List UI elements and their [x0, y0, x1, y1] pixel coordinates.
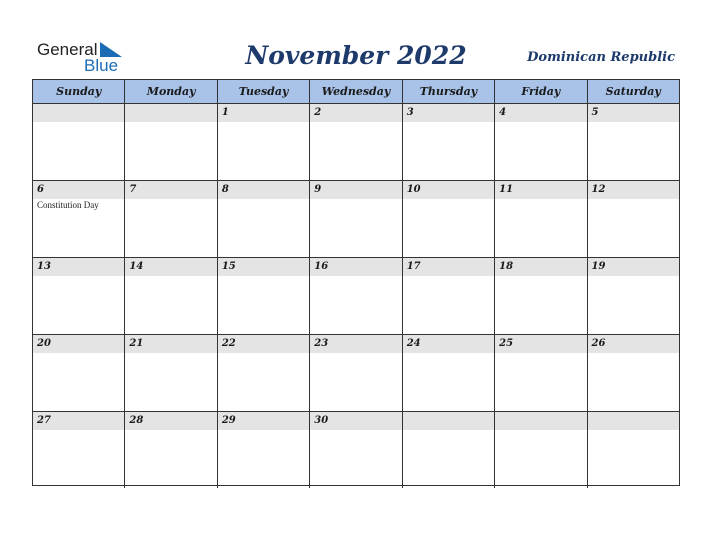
day-number: 19	[591, 261, 606, 272]
logo-text-blue: Blue	[84, 56, 119, 75]
day-number: 29	[221, 415, 236, 426]
weekday-wednesday: Wednesday	[310, 80, 402, 103]
day-cell	[218, 412, 310, 488]
date-band	[33, 181, 124, 199]
date-band	[125, 104, 216, 122]
day-number: 30	[314, 415, 329, 426]
calendar-week-row	[33, 104, 679, 181]
day-cell	[125, 181, 217, 257]
date-band	[588, 412, 679, 430]
day-number: 2	[314, 107, 322, 118]
weekday-tuesday: Tuesday	[218, 80, 310, 103]
page-title: November 2022	[245, 41, 467, 70]
day-number: 1	[221, 107, 229, 118]
day-number: 15	[221, 261, 236, 272]
day-number: 25	[499, 338, 514, 349]
day-cell	[588, 258, 679, 334]
day-number: 14	[129, 261, 144, 272]
day-number: 12	[591, 184, 606, 195]
day-number: 11	[499, 184, 514, 195]
weekday-sunday: Sunday	[33, 80, 125, 103]
day-cell	[403, 104, 495, 180]
day-cell	[310, 104, 402, 180]
date-band	[125, 181, 216, 199]
day-cell	[588, 104, 679, 180]
date-band	[33, 104, 124, 122]
day-number: 24	[406, 338, 421, 349]
day-number: 5	[591, 107, 599, 118]
day-number: 23	[314, 338, 329, 349]
day-number: 8	[221, 184, 229, 195]
day-number: 3	[406, 107, 414, 118]
day-cell	[403, 181, 495, 257]
blue-flag-icon	[100, 42, 122, 57]
day-number: 7	[129, 184, 137, 195]
date-band	[218, 104, 309, 122]
day-cell	[125, 104, 217, 180]
day-cell	[403, 412, 495, 488]
day-cell	[495, 258, 587, 334]
day-cell	[33, 181, 125, 257]
day-cell	[125, 412, 217, 488]
day-number: 18	[499, 261, 514, 272]
day-cell	[403, 258, 495, 334]
day-cell	[310, 181, 402, 257]
weekday-saturday: Saturday	[605, 85, 661, 98]
day-number: 16	[314, 261, 329, 272]
day-cell	[588, 412, 679, 488]
day-cell	[495, 181, 587, 257]
date-band	[588, 104, 679, 122]
day-cell	[33, 412, 125, 488]
day-number: 13	[37, 261, 51, 272]
logo-text-general: General	[37, 40, 98, 59]
day-cell	[33, 104, 125, 180]
country-name: Dominican Republic	[527, 50, 675, 65]
day-cell	[588, 335, 679, 411]
weekday-monday: Monday	[125, 80, 217, 103]
holiday-label: Constitution Day	[37, 200, 99, 210]
day-number: 26	[591, 338, 606, 349]
calendar-week-row	[33, 181, 679, 258]
weekday-header-row	[33, 80, 679, 104]
date-band	[495, 104, 586, 122]
day-cell	[218, 181, 310, 257]
day-number: 17	[406, 261, 421, 272]
date-band	[495, 412, 586, 430]
day-cell	[218, 335, 310, 411]
calendar-week-row	[33, 335, 679, 412]
date-band	[403, 104, 494, 122]
day-cell	[310, 412, 402, 488]
day-cell	[495, 104, 587, 180]
day-cell	[33, 258, 125, 334]
calendar-weeks	[33, 104, 679, 488]
day-number: 21	[129, 338, 144, 349]
day-number: 22	[221, 338, 236, 349]
day-cell	[218, 258, 310, 334]
day-cell	[403, 335, 495, 411]
weekday-friday: Friday	[495, 80, 587, 103]
date-band	[218, 181, 309, 199]
day-number: 28	[129, 415, 144, 426]
day-cell	[218, 104, 310, 180]
day-number: 27	[37, 415, 51, 426]
day-number: 6	[37, 184, 44, 195]
day-number: 4	[499, 107, 507, 118]
day-cell	[495, 412, 587, 488]
day-cell	[310, 258, 402, 334]
day-cell	[125, 258, 217, 334]
date-band	[310, 104, 401, 122]
day-cell	[125, 335, 217, 411]
day-cell	[33, 335, 125, 411]
month-calendar	[32, 79, 680, 486]
day-number: 9	[314, 184, 322, 195]
calendar-week-row	[33, 258, 679, 335]
day-cell	[495, 335, 587, 411]
date-band	[403, 412, 494, 430]
date-band	[310, 181, 401, 199]
day-number: 10	[406, 184, 421, 195]
day-cell	[588, 181, 679, 257]
day-number: 20	[37, 338, 51, 349]
day-cell	[310, 335, 402, 411]
calendar-week-row	[33, 412, 679, 488]
generalblue-logo	[37, 40, 127, 74]
weekday-thursday: Thursday	[403, 80, 495, 103]
